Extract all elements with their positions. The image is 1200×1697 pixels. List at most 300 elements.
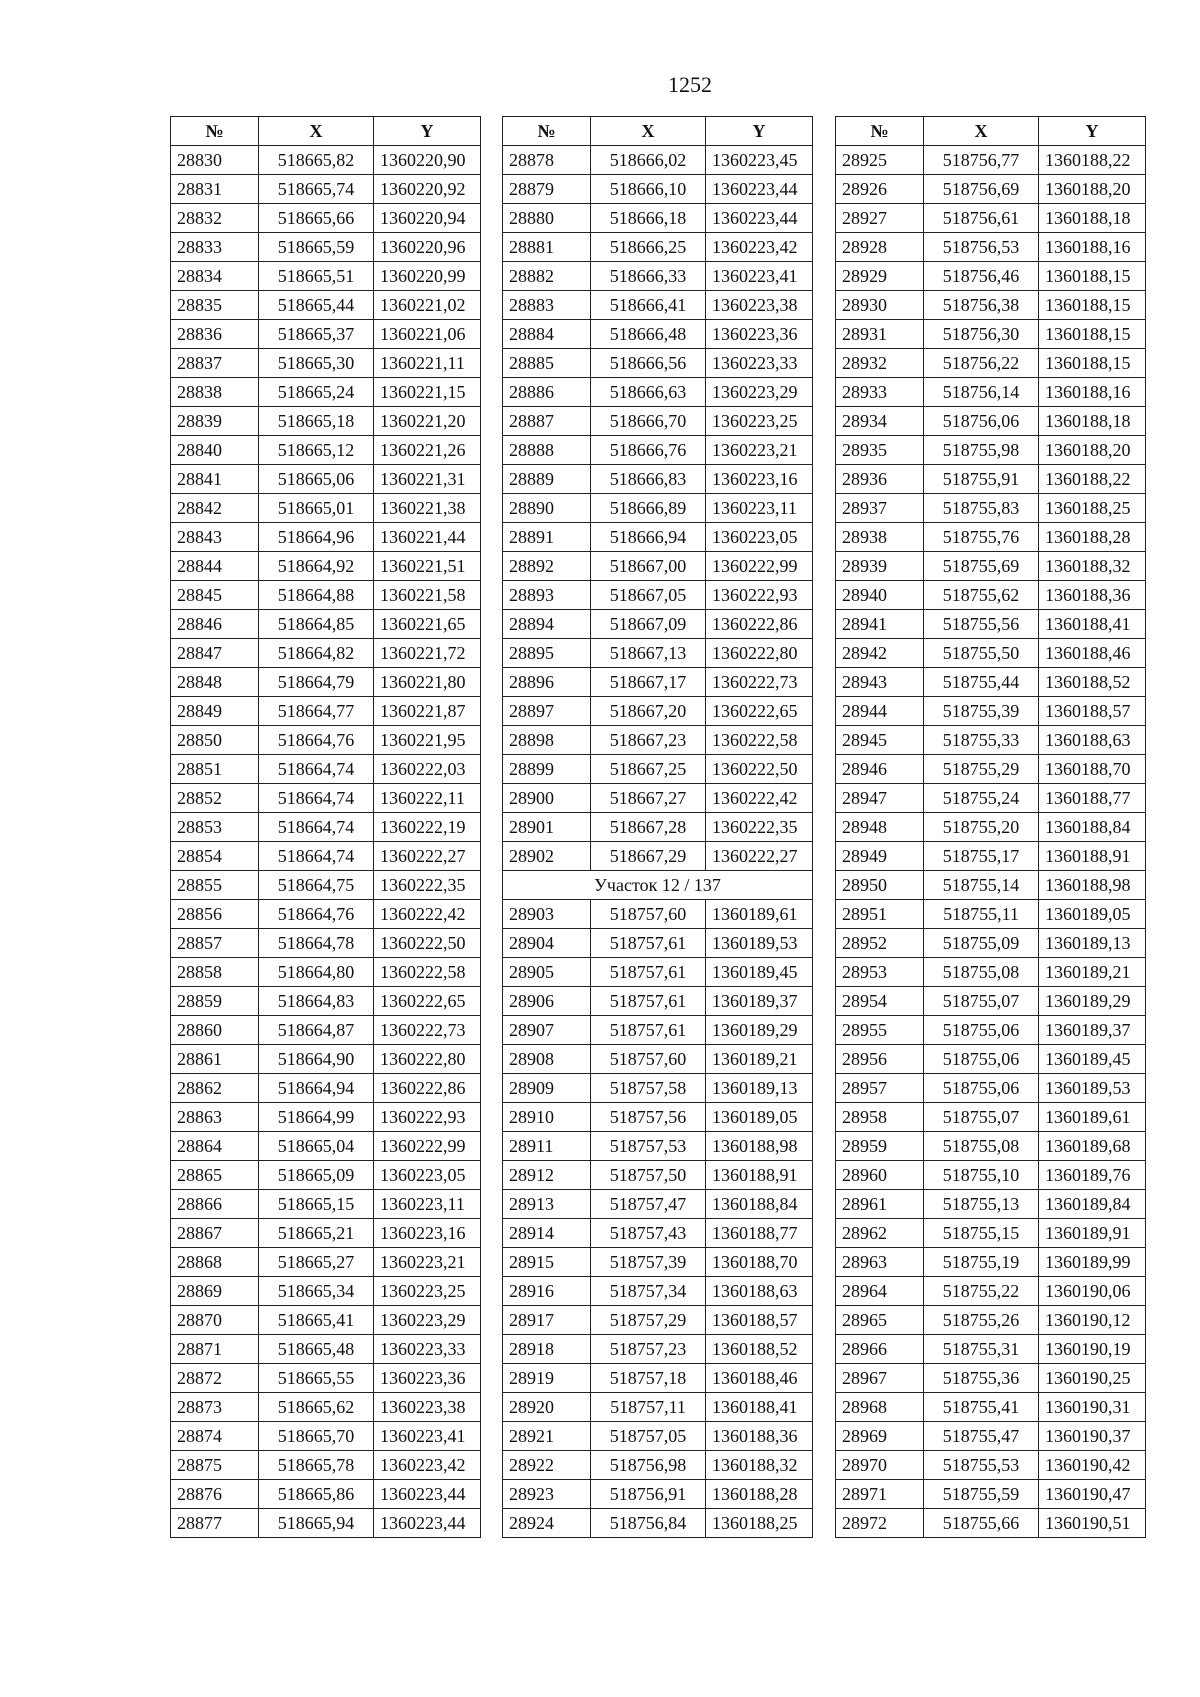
point-number-cell: 28904 [503, 929, 591, 958]
point-number-cell: 28873 [171, 1393, 259, 1422]
y-coordinate-cell: 1360222,58 [374, 958, 481, 987]
point-number-cell: 28888 [503, 436, 591, 465]
table-row [503, 1306, 813, 1335]
y-coordinate-cell: 1360189,99 [1039, 1248, 1146, 1277]
y-coordinate-cell: 1360188,16 [1039, 378, 1146, 407]
table-row [503, 929, 813, 958]
x-coordinate-cell: 518757,60 [591, 1045, 706, 1074]
x-coordinate-cell: 518757,60 [591, 900, 706, 929]
table-row [836, 1509, 1146, 1538]
x-coordinate-cell: 518755,09 [924, 929, 1039, 958]
table-row [836, 1451, 1146, 1480]
y-coordinate-cell: 1360221,15 [374, 378, 481, 407]
x-coordinate-cell: 518664,87 [259, 1016, 374, 1045]
x-coordinate-cell: 518755,98 [924, 436, 1039, 465]
y-coordinate-cell: 1360222,86 [374, 1074, 481, 1103]
table-row [503, 378, 813, 407]
x-coordinate-cell: 518665,78 [259, 1451, 374, 1480]
x-coordinate-cell: 518667,20 [591, 697, 706, 726]
y-coordinate-cell: 1360189,76 [1039, 1161, 1146, 1190]
table-row [503, 1219, 813, 1248]
table-row [171, 465, 481, 494]
x-coordinate-cell: 518757,61 [591, 987, 706, 1016]
point-number-cell: 28877 [171, 1509, 259, 1538]
y-coordinate-cell: 1360223,29 [374, 1306, 481, 1335]
x-coordinate-cell: 518664,75 [259, 871, 374, 900]
point-number-cell: 28851 [171, 755, 259, 784]
x-coordinate-cell: 518664,74 [259, 784, 374, 813]
table-row [503, 1451, 813, 1480]
point-number-cell: 28910 [503, 1103, 591, 1132]
x-coordinate-cell: 518755,62 [924, 581, 1039, 610]
table-row [171, 958, 481, 987]
header-y: Y [374, 117, 481, 146]
section-row [503, 871, 813, 900]
point-number-cell: 28927 [836, 204, 924, 233]
point-number-cell: 28905 [503, 958, 591, 987]
point-number-cell: 28891 [503, 523, 591, 552]
y-coordinate-cell: 1360188,36 [706, 1422, 813, 1451]
table-row [171, 378, 481, 407]
y-coordinate-cell: 1360188,28 [1039, 523, 1146, 552]
y-coordinate-cell: 1360188,84 [706, 1190, 813, 1219]
x-coordinate-cell: 518665,34 [259, 1277, 374, 1306]
point-number-cell: 28901 [503, 813, 591, 842]
y-coordinate-cell: 1360188,41 [1039, 610, 1146, 639]
x-coordinate-cell: 518664,76 [259, 900, 374, 929]
x-coordinate-cell: 518755,39 [924, 697, 1039, 726]
x-coordinate-cell: 518757,39 [591, 1248, 706, 1277]
x-coordinate-cell: 518666,02 [591, 146, 706, 175]
point-number-cell: 28874 [171, 1422, 259, 1451]
point-number-cell: 28932 [836, 349, 924, 378]
table-row [171, 1422, 481, 1451]
y-coordinate-cell: 1360223,21 [374, 1248, 481, 1277]
point-number-cell: 28892 [503, 552, 591, 581]
y-coordinate-cell: 1360189,37 [1039, 1016, 1146, 1045]
table-row [171, 784, 481, 813]
y-coordinate-cell: 1360188,46 [706, 1364, 813, 1393]
coordinates-table-1 [170, 116, 481, 1538]
y-coordinate-cell: 1360188,25 [1039, 494, 1146, 523]
point-number-cell: 28836 [171, 320, 259, 349]
x-coordinate-cell: 518665,94 [259, 1509, 374, 1538]
table-row [836, 552, 1146, 581]
point-number-cell: 28865 [171, 1161, 259, 1190]
y-coordinate-cell: 1360189,21 [1039, 958, 1146, 987]
y-coordinate-cell: 1360223,36 [706, 320, 813, 349]
x-coordinate-cell: 518666,41 [591, 291, 706, 320]
table-row [836, 842, 1146, 871]
y-coordinate-cell: 1360223,25 [374, 1277, 481, 1306]
table-row [836, 146, 1146, 175]
table-row [503, 610, 813, 639]
point-number-cell: 28922 [503, 1451, 591, 1480]
table-row [836, 639, 1146, 668]
point-number-cell: 28838 [171, 378, 259, 407]
y-coordinate-cell: 1360223,44 [706, 204, 813, 233]
table-row [171, 1219, 481, 1248]
point-number-cell: 28830 [171, 146, 259, 175]
table-row [836, 378, 1146, 407]
x-coordinate-cell: 518755,31 [924, 1335, 1039, 1364]
x-coordinate-cell: 518755,33 [924, 726, 1039, 755]
point-number-cell: 28909 [503, 1074, 591, 1103]
y-coordinate-cell: 1360223,33 [374, 1335, 481, 1364]
y-coordinate-cell: 1360190,42 [1039, 1451, 1146, 1480]
x-coordinate-cell: 518755,66 [924, 1509, 1039, 1538]
table-row [836, 407, 1146, 436]
y-coordinate-cell: 1360222,93 [374, 1103, 481, 1132]
header-x: X [591, 117, 706, 146]
table-row [503, 755, 813, 784]
y-coordinate-cell: 1360222,73 [706, 668, 813, 697]
y-coordinate-cell: 1360189,37 [706, 987, 813, 1016]
point-number-cell: 28856 [171, 900, 259, 929]
table-row [171, 639, 481, 668]
table-row [836, 668, 1146, 697]
x-coordinate-cell: 518665,51 [259, 262, 374, 291]
y-coordinate-cell: 1360222,27 [706, 842, 813, 871]
table-row [503, 146, 813, 175]
y-coordinate-cell: 1360189,61 [706, 900, 813, 929]
point-number-cell: 28913 [503, 1190, 591, 1219]
table-row [503, 175, 813, 204]
table-row [836, 929, 1146, 958]
x-coordinate-cell: 518665,37 [259, 320, 374, 349]
y-coordinate-cell: 1360220,94 [374, 204, 481, 233]
table-row [503, 1480, 813, 1509]
x-coordinate-cell: 518755,13 [924, 1190, 1039, 1219]
point-number-cell: 28963 [836, 1248, 924, 1277]
y-coordinate-cell: 1360221,38 [374, 494, 481, 523]
point-number-cell: 28950 [836, 871, 924, 900]
table-row [171, 1248, 481, 1277]
table-row [836, 1480, 1146, 1509]
point-number-cell: 28842 [171, 494, 259, 523]
y-coordinate-cell: 1360223,42 [374, 1451, 481, 1480]
y-coordinate-cell: 1360220,96 [374, 233, 481, 262]
point-number-cell: 28956 [836, 1045, 924, 1074]
y-coordinate-cell: 1360190,31 [1039, 1393, 1146, 1422]
point-number-cell: 28848 [171, 668, 259, 697]
table-row [836, 610, 1146, 639]
y-coordinate-cell: 1360189,29 [706, 1016, 813, 1045]
y-coordinate-cell: 1360223,16 [374, 1219, 481, 1248]
y-coordinate-cell: 1360222,99 [374, 1132, 481, 1161]
table-body [503, 146, 813, 1538]
x-coordinate-cell: 518757,34 [591, 1277, 706, 1306]
table-row [171, 320, 481, 349]
y-coordinate-cell: 1360188,91 [1039, 842, 1146, 871]
table-row [503, 958, 813, 987]
x-coordinate-cell: 518755,69 [924, 552, 1039, 581]
y-coordinate-cell: 1360189,29 [1039, 987, 1146, 1016]
x-coordinate-cell: 518664,79 [259, 668, 374, 697]
x-coordinate-cell: 518756,06 [924, 407, 1039, 436]
y-coordinate-cell: 1360189,13 [706, 1074, 813, 1103]
y-coordinate-cell: 1360190,06 [1039, 1277, 1146, 1306]
y-coordinate-cell: 1360223,05 [706, 523, 813, 552]
table-row [503, 349, 813, 378]
y-coordinate-cell: 1360222,65 [374, 987, 481, 1016]
table-row [503, 494, 813, 523]
y-coordinate-cell: 1360188,28 [706, 1480, 813, 1509]
x-coordinate-cell: 518755,15 [924, 1219, 1039, 1248]
x-coordinate-cell: 518667,17 [591, 668, 706, 697]
x-coordinate-cell: 518755,17 [924, 842, 1039, 871]
y-coordinate-cell: 1360223,38 [374, 1393, 481, 1422]
y-coordinate-cell: 1360189,53 [706, 929, 813, 958]
point-number-cell: 28940 [836, 581, 924, 610]
x-coordinate-cell: 518667,00 [591, 552, 706, 581]
point-number-cell: 28965 [836, 1306, 924, 1335]
point-number-cell: 28862 [171, 1074, 259, 1103]
x-coordinate-cell: 518757,56 [591, 1103, 706, 1132]
y-coordinate-cell: 1360188,32 [1039, 552, 1146, 581]
point-number-cell: 28885 [503, 349, 591, 378]
point-number-cell: 28916 [503, 1277, 591, 1306]
table-row [171, 668, 481, 697]
table-row [171, 291, 481, 320]
point-number-cell: 28935 [836, 436, 924, 465]
x-coordinate-cell: 518665,09 [259, 1161, 374, 1190]
table-row [503, 842, 813, 871]
header-number: № [836, 117, 924, 146]
y-coordinate-cell: 1360223,33 [706, 349, 813, 378]
table-row [836, 1190, 1146, 1219]
table-row [503, 1016, 813, 1045]
y-coordinate-cell: 1360223,45 [706, 146, 813, 175]
table-row [171, 871, 481, 900]
x-coordinate-cell: 518665,01 [259, 494, 374, 523]
y-coordinate-cell: 1360223,42 [706, 233, 813, 262]
point-number-cell: 28867 [171, 1219, 259, 1248]
x-coordinate-cell: 518667,09 [591, 610, 706, 639]
point-number-cell: 28864 [171, 1132, 259, 1161]
point-number-cell: 28872 [171, 1364, 259, 1393]
table-row [503, 784, 813, 813]
table-row [503, 1161, 813, 1190]
point-number-cell: 28846 [171, 610, 259, 639]
point-number-cell: 28919 [503, 1364, 591, 1393]
x-coordinate-cell: 518757,47 [591, 1190, 706, 1219]
point-number-cell: 28942 [836, 639, 924, 668]
table-row [171, 1016, 481, 1045]
x-coordinate-cell: 518755,76 [924, 523, 1039, 552]
x-coordinate-cell: 518755,24 [924, 784, 1039, 813]
table-row [836, 233, 1146, 262]
point-number-cell: 28837 [171, 349, 259, 378]
x-coordinate-cell: 518665,18 [259, 407, 374, 436]
y-coordinate-cell: 1360221,06 [374, 320, 481, 349]
point-number-cell: 28835 [171, 291, 259, 320]
y-coordinate-cell: 1360223,25 [706, 407, 813, 436]
point-number-cell: 28936 [836, 465, 924, 494]
point-number-cell: 28960 [836, 1161, 924, 1190]
x-coordinate-cell: 518756,53 [924, 233, 1039, 262]
table-row [171, 1451, 481, 1480]
point-number-cell: 28834 [171, 262, 259, 291]
x-coordinate-cell: 518755,29 [924, 755, 1039, 784]
y-coordinate-cell: 1360220,99 [374, 262, 481, 291]
point-number-cell: 28949 [836, 842, 924, 871]
y-coordinate-cell: 1360221,51 [374, 552, 481, 581]
y-coordinate-cell: 1360188,36 [1039, 581, 1146, 610]
x-coordinate-cell: 518756,84 [591, 1509, 706, 1538]
x-coordinate-cell: 518756,98 [591, 1451, 706, 1480]
table-row [503, 1422, 813, 1451]
header-x: X [259, 117, 374, 146]
y-coordinate-cell: 1360189,45 [1039, 1045, 1146, 1074]
x-coordinate-cell: 518755,53 [924, 1451, 1039, 1480]
point-number-cell: 28920 [503, 1393, 591, 1422]
point-number-cell: 28883 [503, 291, 591, 320]
y-coordinate-cell: 1360189,91 [1039, 1219, 1146, 1248]
y-coordinate-cell: 1360188,46 [1039, 639, 1146, 668]
y-coordinate-cell: 1360221,31 [374, 465, 481, 494]
point-number-cell: 28948 [836, 813, 924, 842]
table-row [836, 1219, 1146, 1248]
x-coordinate-cell: 518665,41 [259, 1306, 374, 1335]
point-number-cell: 28938 [836, 523, 924, 552]
x-coordinate-cell: 518755,14 [924, 871, 1039, 900]
table-row [836, 1364, 1146, 1393]
table-row [503, 1045, 813, 1074]
y-coordinate-cell: 1360223,38 [706, 291, 813, 320]
table-row [171, 436, 481, 465]
x-coordinate-cell: 518757,29 [591, 1306, 706, 1335]
y-coordinate-cell: 1360189,68 [1039, 1132, 1146, 1161]
table-row [171, 987, 481, 1016]
y-coordinate-cell: 1360220,90 [374, 146, 481, 175]
point-number-cell: 28971 [836, 1480, 924, 1509]
x-coordinate-cell: 518664,80 [259, 958, 374, 987]
point-number-cell: 28962 [836, 1219, 924, 1248]
point-number-cell: 28857 [171, 929, 259, 958]
y-coordinate-cell: 1360190,19 [1039, 1335, 1146, 1364]
y-coordinate-cell: 1360188,57 [1039, 697, 1146, 726]
x-coordinate-cell: 518666,18 [591, 204, 706, 233]
table-body [171, 146, 481, 1538]
x-coordinate-cell: 518667,27 [591, 784, 706, 813]
table-row [836, 900, 1146, 929]
point-number-cell: 28953 [836, 958, 924, 987]
point-number-cell: 28898 [503, 726, 591, 755]
table-row [503, 407, 813, 436]
point-number-cell: 28887 [503, 407, 591, 436]
header-y: Y [1039, 117, 1146, 146]
point-number-cell: 28880 [503, 204, 591, 233]
x-coordinate-cell: 518664,74 [259, 842, 374, 871]
point-number-cell: 28929 [836, 262, 924, 291]
table-row [171, 204, 481, 233]
x-coordinate-cell: 518755,44 [924, 668, 1039, 697]
y-coordinate-cell: 1360190,37 [1039, 1422, 1146, 1451]
x-coordinate-cell: 518755,08 [924, 958, 1039, 987]
point-number-cell: 28946 [836, 755, 924, 784]
y-coordinate-cell: 1360221,44 [374, 523, 481, 552]
table-row [171, 1306, 481, 1335]
x-coordinate-cell: 518757,23 [591, 1335, 706, 1364]
x-coordinate-cell: 518666,10 [591, 175, 706, 204]
table-row [836, 1132, 1146, 1161]
table-row [503, 262, 813, 291]
y-coordinate-cell: 1360190,12 [1039, 1306, 1146, 1335]
table-row [171, 233, 481, 262]
y-coordinate-cell: 1360188,16 [1039, 233, 1146, 262]
point-number-cell: 28912 [503, 1161, 591, 1190]
x-coordinate-cell: 518755,06 [924, 1016, 1039, 1045]
table-row [171, 842, 481, 871]
point-number-cell: 28871 [171, 1335, 259, 1364]
table-row [836, 958, 1146, 987]
table-row [836, 494, 1146, 523]
table-row [171, 1161, 481, 1190]
point-number-cell: 28928 [836, 233, 924, 262]
y-coordinate-cell: 1360222,73 [374, 1016, 481, 1045]
point-number-cell: 28914 [503, 1219, 591, 1248]
x-coordinate-cell: 518667,05 [591, 581, 706, 610]
table-row [503, 668, 813, 697]
table-row [171, 581, 481, 610]
table-row [171, 1103, 481, 1132]
x-coordinate-cell: 518755,20 [924, 813, 1039, 842]
point-number-cell: 28866 [171, 1190, 259, 1219]
point-number-cell: 28896 [503, 668, 591, 697]
point-number-cell: 28831 [171, 175, 259, 204]
table-row [836, 262, 1146, 291]
y-coordinate-cell: 1360223,44 [374, 1480, 481, 1509]
point-number-cell: 28832 [171, 204, 259, 233]
x-coordinate-cell: 518755,47 [924, 1422, 1039, 1451]
point-number-cell: 28875 [171, 1451, 259, 1480]
table-row [171, 523, 481, 552]
x-coordinate-cell: 518755,08 [924, 1132, 1039, 1161]
y-coordinate-cell: 1360223,11 [706, 494, 813, 523]
table-row [836, 523, 1146, 552]
y-coordinate-cell: 1360223,21 [706, 436, 813, 465]
table-row [836, 1335, 1146, 1364]
y-coordinate-cell: 1360188,77 [1039, 784, 1146, 813]
table-row [503, 233, 813, 262]
point-number-cell: 28915 [503, 1248, 591, 1277]
point-number-cell: 28899 [503, 755, 591, 784]
y-coordinate-cell: 1360223,36 [374, 1364, 481, 1393]
y-coordinate-cell: 1360188,15 [1039, 291, 1146, 320]
point-number-cell: 28966 [836, 1335, 924, 1364]
y-coordinate-cell: 1360222,27 [374, 842, 481, 871]
point-number-cell: 28859 [171, 987, 259, 1016]
header-y: Y [706, 117, 813, 146]
table-row [171, 1335, 481, 1364]
table-row [836, 291, 1146, 320]
table-header [836, 117, 1146, 146]
y-coordinate-cell: 1360221,65 [374, 610, 481, 639]
x-coordinate-cell: 518664,96 [259, 523, 374, 552]
point-number-cell: 28853 [171, 813, 259, 842]
y-coordinate-cell: 1360221,20 [374, 407, 481, 436]
y-coordinate-cell: 1360188,32 [706, 1451, 813, 1480]
table-row [836, 697, 1146, 726]
x-coordinate-cell: 518665,82 [259, 146, 374, 175]
table-row [836, 871, 1146, 900]
table-row [503, 552, 813, 581]
y-coordinate-cell: 1360188,63 [1039, 726, 1146, 755]
y-coordinate-cell: 1360221,95 [374, 726, 481, 755]
table-row [836, 1422, 1146, 1451]
point-number-cell: 28937 [836, 494, 924, 523]
